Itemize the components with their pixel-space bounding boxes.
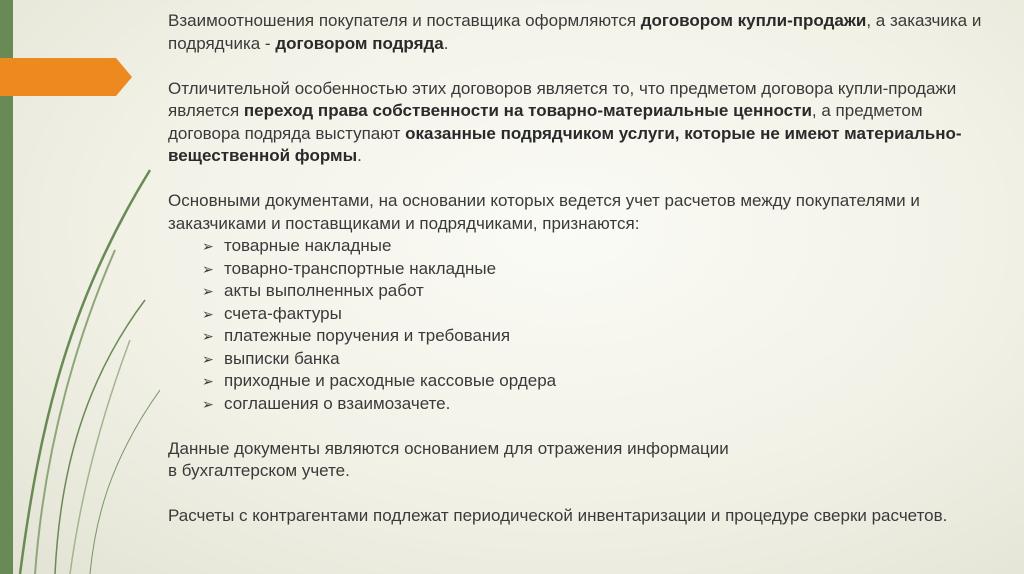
chevron-right-icon: ➢ — [202, 238, 214, 254]
paragraph-distinction: Отличительной особенностью этих договоров является то, что предметом договора купли-продажи является переход права собственности на товарно-материальные ценности, а предметом договора подряда выступают оказанные подрядчиком услуги, которые не имеют материально-вещественной формы. — [168, 78, 962, 165]
chevron-right-icon: ➢ — [202, 283, 214, 299]
slide-content — [168, 10, 998, 528]
orange-arrow-tip — [116, 58, 132, 96]
chevron-right-icon: ➢ — [202, 260, 214, 277]
list-item: ➢ счета-фактуры — [202, 303, 998, 326]
chevron-right-icon: ➢ — [202, 395, 214, 412]
list-item: ➢ товарно-транспортные накладные — [202, 258, 998, 281]
documents-list — [168, 235, 998, 415]
chevron-right-icon: ➢ — [202, 305, 214, 322]
chevron-right-icon: ➢ — [202, 328, 214, 344]
list-item: ➢ акты выполненных работ — [202, 280, 998, 303]
list-item: ➢ товарные накладные — [202, 235, 998, 258]
list-item: ➢ платежные поручения и требования — [202, 325, 998, 348]
paragraph-basis: Данные документы являются основанием для отражения информации в бухгалтерском учете. — [168, 438, 729, 480]
chevron-right-icon: ➢ — [202, 373, 214, 389]
list-item: ➢ приходные и расходные кассовые ордера — [202, 370, 998, 393]
paragraph-contracts: Взаимоотношения покупателя и поставщика оформляются договором купли-продажи, а заказчика и подрядчика - договором подряда. — [168, 11, 982, 53]
chevron-right-icon: ➢ — [202, 350, 214, 367]
paragraph-documents: Основными документами, на основании которых ведется учет расчетов между покупателями и заказчиками и поставщиками и подрядчиками, признаются: — [168, 191, 920, 233]
list-item: ➢ соглашения о взаимозачете. — [202, 393, 998, 416]
paragraph-inventory: Расчеты с контрагентами подлежат периодической инвентаризации и процедуре сверки расчетов. — [168, 506, 948, 525]
orange-arrow-body — [0, 58, 116, 96]
list-item: ➢ выписки банка — [202, 348, 998, 371]
